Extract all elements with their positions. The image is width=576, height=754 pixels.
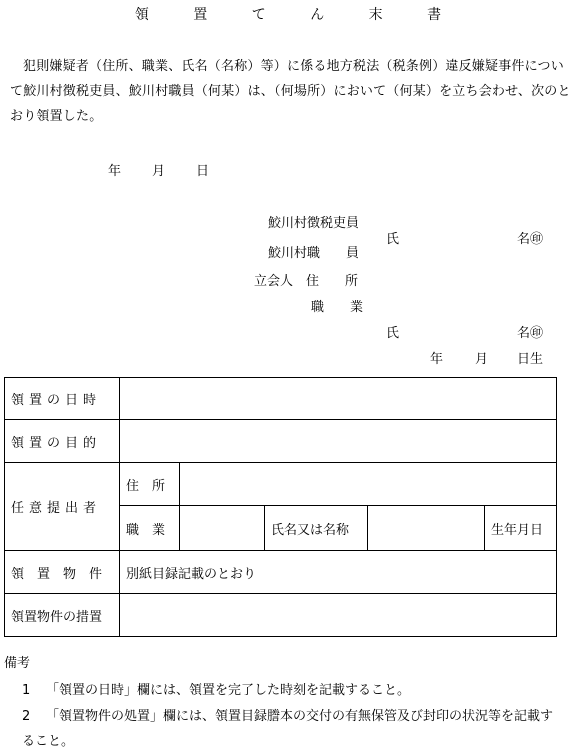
address-label: 住 所 [120,463,180,506]
note-item [22,704,557,754]
row-submitter-address [5,463,557,506]
items-label: 領 置 物 件 [5,551,120,594]
signature-name-label: 氏 [386,232,400,247]
signature-seal: 名㊞ [517,232,544,247]
submitter-label: 任意提出者 [5,463,120,551]
witness-seal: 名㊞ [517,326,544,341]
note-number: 2 [22,709,31,724]
note-text: 「領置物件の処置」欄には、領置目録謄本の交付の有無保管及び封印の状況等を記載すること。 [22,709,554,749]
birth-day: 日生 [517,352,544,367]
row-datetime [5,378,557,420]
disposition-value-cell[interactable] [120,594,557,637]
date-year: 年 [108,164,122,179]
birth-year: 年 [430,352,444,367]
witness-address-label: 立会人 住 所 [254,274,359,289]
seizure-form-table [4,377,557,637]
note-item [22,678,572,703]
note-text: 「領置の日時」欄には、領置を完了した時刻を記載すること。 [46,683,411,698]
document-title: 領 置 て ん 末 書 [134,7,462,23]
occupation-value-cell[interactable] [180,506,265,551]
birth-month: 月 [475,352,489,367]
staff-label: 鮫川村職 員 [268,246,360,261]
date-month: 月 [152,164,166,179]
items-value: 別紙目録記載のとおり [120,551,557,594]
name-value-cell[interactable] [368,506,485,551]
date-day: 日 [196,164,210,179]
occupation-label: 職 業 [120,506,180,551]
birthdate-label: 生年月日 [485,506,557,551]
collector-label: 鮫川村徴税吏員 [268,216,360,231]
datetime-label: 領置の日時 [5,378,120,420]
datetime-value-cell[interactable] [120,378,557,420]
row-purpose [5,420,557,463]
witness-name-label: 氏 [386,326,400,341]
purpose-value-cell[interactable] [120,420,557,463]
witness-occupation-label: 職 業 [311,300,364,315]
address-value-cell[interactable] [180,463,557,506]
purpose-label: 領置の目的 [5,420,120,463]
row-items [5,551,557,594]
name-label: 氏名又は名称 [265,506,368,551]
note-number: 1 [22,683,31,698]
disposition-label: 領置物件の措置 [5,594,120,637]
notes-heading: 備考 [4,656,31,671]
row-disposition [5,594,557,637]
body-paragraph: 犯則嫌疑者（住所、職業、氏名（名称）等）に係る地方税法（税条例）違反嫌疑事件について鮫川村徴税吏員、鮫川村職員（何某）は、（何場所）において（何某）を立ち会わせ、次のとおり領置した。 [10,59,571,124]
